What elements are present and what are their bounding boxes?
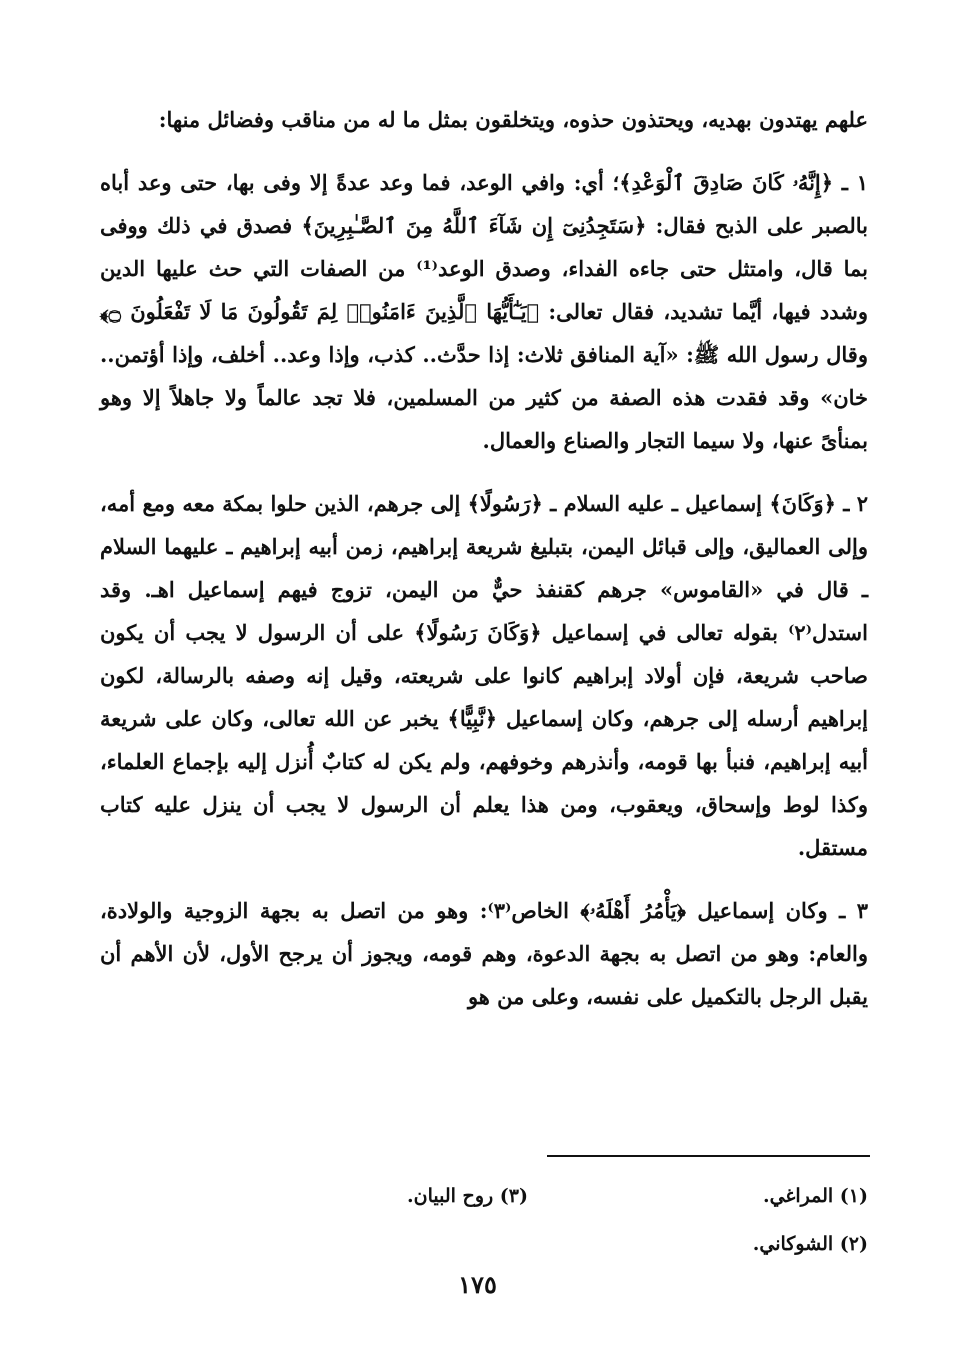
footnote-1: (١) المراغي. — [762, 1185, 868, 1207]
footnotes — [100, 1172, 868, 1268]
footnote-separator — [547, 1155, 870, 1157]
footnote-3: (٣) روح البيان. — [407, 1185, 528, 1207]
main-text — [100, 98, 868, 1038]
paragraph-3: ٣ ـ وكان إسماعيل ﴿يَأْمُرُ أَهْلَهُۥ﴾ الخاص⁽٣⁾: وهو من اتصل به بجهة الزوجية والولادة، والعام: وهو من اتصل به بجهة الدعوة، وهم قومه، ويجوز أن يرجح الأول، لأن الأهم أن يقبل الرجل بالتكميل على نفسه، وعلى من هو — [100, 898, 868, 1009]
footnote-row — [100, 1220, 868, 1268]
page-number: ١٧٥ — [458, 1270, 497, 1299]
paragraph-intro: علهم يهتدون بهديه، ويحتذون حذوه، ويتخلقون بمثل ما له من مناقب وفضائل منها: — [158, 107, 868, 132]
footnote-2: (٢) الشوكاني. — [752, 1233, 868, 1255]
footnote-row — [100, 1172, 868, 1220]
paragraph-2: ٢ ـ ﴿وَكَانَ﴾ إسماعيل ـ عليه السلام ـ ﴿رَسُولًا﴾ إلى جرهم، الذين حلوا بمكة معه ومع أمه، وإلى العماليق، وإلى قبائل اليمن، بتبليغ شريعة إبراهيم، زمن أبيه إبراهيم ـ عليهما السلام ـ قال في «القاموس» جرهم كقنفذ حيٌّ من اليمن، تزوج فيهم إسماعيل اهـ. وقد استدل⁽٢⁾ بقوله تعالى في إسماعيل ﴿وَكَانَ رَسُولًا﴾ على أن الرسول لا يجب أن يكون صاحب شريعة، فإن أولاد إبراهيم كانوا على شريعته، وقيل إنه وصفه بالرسالة، لكون إبراهيم أرسله إلى جرهم، وكان إسماعيل ﴿نَّبِيًّا﴾ يخبر عن الله تعالى، وكان على شريعة أبيه إبراهيم، فنبأ بها قومه، وأنذرهم وخوفهم، ولم يكن له كتابٌ أُنزل إليه بإجماع العلماء، وكذا لوط وإسحاق، ويعقوب، ومن هذا يعلم أن الرسول لا يجب أن ينزل عليه كتاب مستقل. — [100, 491, 868, 860]
paragraph-1: ١ ـ ﴿إِنَّهُۥ كَانَ صَادِقَ ٱلْوَعْدِ﴾؛ أي: وافي الوعد، فما وعد عدةً إلا وفى بها، حتى وعد أباه بالصبر على الذبح فقال: ﴿سَتَجِدُنِىٓ إِن شَآءَ ٱللَّهُ مِنَ ٱلصَّـٰبِرِينَ﴾ فصدق في ذلك ووفى بما قال، وامتثل حتى جاءه الفداء، وصدق الوعد⁽¹⁾ من الصفات التي حث عليها الدين وشدد فيها، أيَّما تشديد، فقال تعالى: ﴿يَـٰٓأَيُّهَا ٱلَّذِينَ ءَامَنُوا۟ لِمَ تَقُولُونَ مَا لَا تَفْعَلُونَ ۝﴾ وقال رسول الله ﷺ: «آية المنافق ثلاث: إذا حدَّث.. كذب، وإذا وعد.. أخلف، وإذا أؤتمن.. خان» وقد فقدت هذه الصفة من كثير من المسلمين، فلا تجد عالماً ولا جاهلاً إلا وهو بمنأىً عنها، ولا سيما التجار والصناع والعمال. — [100, 170, 869, 453]
